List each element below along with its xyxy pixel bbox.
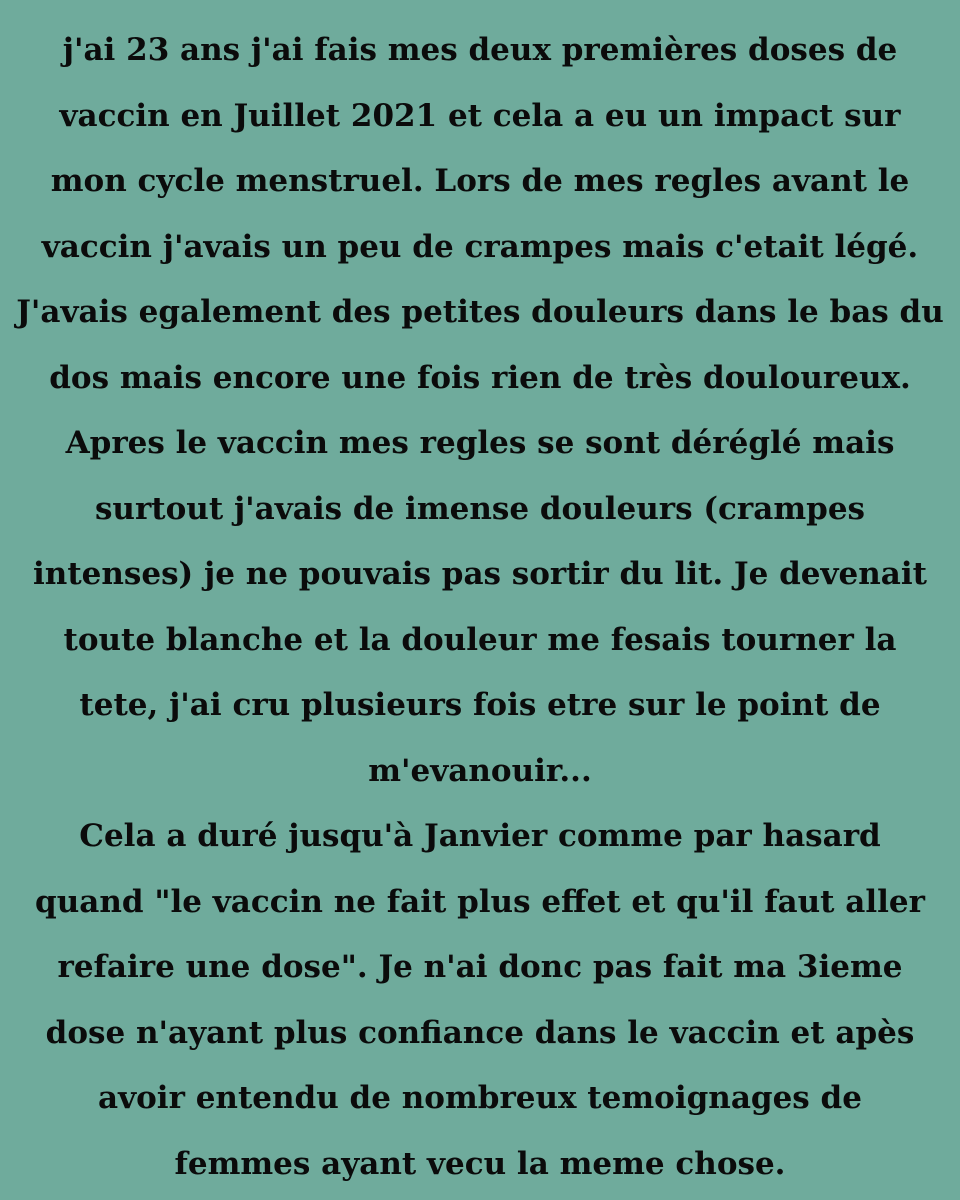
text-line: vaccin j'avais un peu de crampes mais c'etait légé.: [41, 228, 919, 265]
text-line: toute blanche et la douleur me fesais tourner la: [63, 621, 897, 658]
text-line: avoir entendu de nombreux temoignages de: [98, 1080, 862, 1116]
text-line: Apres le vaccin mes regles se sont déréglé mais: [65, 425, 895, 461]
text-line: intenses) je ne pouvais pas sortir du lit. Je devenait: [33, 556, 927, 592]
text-line: dos mais encore une fois rien de très douloureux.: [49, 359, 911, 396]
text-line: femmes ayant vecu la meme chose.: [174, 1145, 786, 1182]
text-line: refaire une dose". Je n'ai donc pas fait ma 3ieme: [57, 949, 903, 985]
text-line: J'avais egalement des petites douleurs dans le bas du: [16, 294, 944, 330]
text-line: Cela a duré jusqu'à Janvier comme par hasard: [79, 818, 881, 854]
testimony-text: [0, 18, 960, 1197]
text-line: vaccin en Juillet 2021 et cela a eu un impact sur: [59, 97, 901, 134]
text-line: quand "le vaccin ne fait plus effet et qu'il faut aller: [35, 883, 925, 920]
text-line: dose n'ayant plus confiance dans le vaccin et apès: [45, 1014, 915, 1051]
text-line: surtout j'avais de imense douleurs (crampes: [94, 490, 865, 527]
text-line: mon cycle menstruel. Lors de mes regles avant le: [50, 163, 910, 199]
text-line: m'evanouir...: [368, 752, 592, 789]
text-line: j'ai 23 ans j'ai fais mes deux premières doses de: [62, 32, 898, 68]
text-line: tete, j'ai cru plusieurs fois etre sur le point de: [79, 687, 881, 723]
